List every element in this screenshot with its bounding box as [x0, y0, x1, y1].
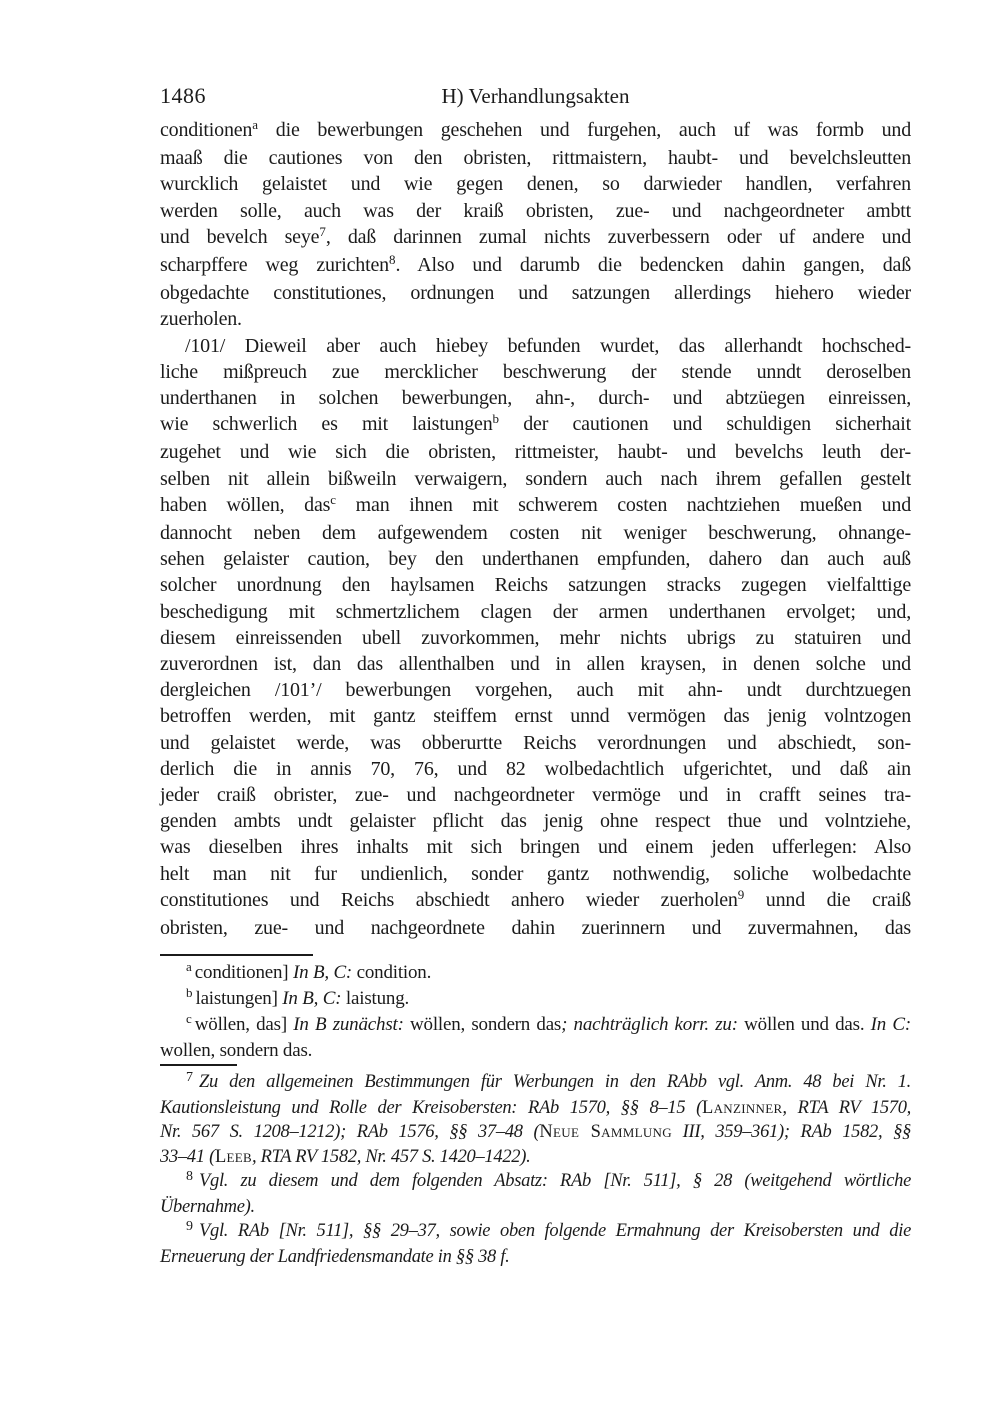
footnote-marker: 8	[388, 252, 396, 268]
text-segment: derlich die in annis 70, 76, und 82 wolbedachtlich ufgerichtet, und daß ain	[160, 757, 911, 780]
text-segment: , daß darinnen zumal nichts zuverbessern oder uf andere und	[325, 225, 911, 248]
text-segment: condition.	[352, 962, 432, 983]
text-line	[160, 887, 911, 915]
text-segment: jeder craiß obrister, zue- und nachgeordneter vermöge und in crafft seines tra-	[160, 784, 911, 807]
text-line	[160, 224, 911, 252]
text-segment: In B, C:	[292, 962, 353, 983]
footnote-marker: 9	[186, 1219, 193, 1235]
text-segment: underthanen in solchen bewerbungen, ahn-, durch- und abtzüegen einreissen,	[160, 387, 911, 410]
text-line	[160, 730, 911, 756]
text-segment: haben wöllen, das	[160, 493, 331, 516]
footnote-marker: 8	[186, 1168, 193, 1184]
text-line	[160, 677, 911, 703]
footnote-separator-2	[160, 1064, 237, 1066]
text-line	[160, 703, 911, 729]
text-line	[160, 439, 911, 465]
text-segment: In B, C:	[282, 988, 342, 1009]
main-text	[160, 117, 911, 941]
text-segment: , RTA RV 1570,	[782, 1098, 911, 1119]
text-segment: Kautionsleistung und Rolle der Kreisobersten: RAb 1570, §§ 8–15 (	[160, 1098, 702, 1119]
text-line	[160, 834, 911, 860]
text-line	[160, 1038, 911, 1063]
text-line	[160, 411, 911, 439]
text-segment: man ihnen mit schwerem costen nachtziehen mueßen und	[336, 493, 911, 516]
text-segment: zuverordnen ist, dan das allenthalben und in allen kraysen, in denen solche und	[160, 653, 911, 676]
text-segment: zuerholen.	[160, 308, 242, 331]
text-line	[160, 861, 911, 887]
text-segment: wöllen, das]	[194, 1014, 294, 1035]
text-segment: helt man nit fur undienlich, sonder gantz nothwendig, soliche wolbedachte	[160, 862, 911, 885]
text-segment: Erneuerung der Landfriedensmandate in §§ 38 f.	[160, 1247, 510, 1268]
text-segment: In C:	[870, 1014, 911, 1035]
text-line	[160, 520, 911, 546]
text-segment: laistungen]	[195, 988, 283, 1009]
text-line	[160, 782, 911, 808]
page-header	[160, 83, 911, 111]
text-line	[160, 1070, 911, 1096]
text-segment: selben nit allein bißweiln verwaigern, sondern auch nach ihrem gefallen gestelt	[160, 467, 911, 490]
text-segment: scharpffere weg zurichten	[160, 254, 389, 277]
footnote-marker: 9	[737, 886, 745, 902]
text-line	[160, 1012, 911, 1038]
text-line	[160, 960, 911, 986]
footnote-marker: a	[252, 117, 259, 132]
running-title: H) Verhandlungsakten	[441, 84, 630, 108]
text-segment: Vgl. RAb [Nr. 511], §§ 29–37, sowie oben folgende Ermahnung der Kreisobersten und die	[199, 1221, 911, 1242]
text-line	[160, 171, 911, 197]
text-segment: und bevelch seye	[160, 225, 320, 248]
footnote-marker: a	[186, 959, 192, 974]
text-line	[160, 1195, 911, 1219]
text-segment: liche mißpreuch zue mercklicher beschwerung der stende unndt deroselben	[160, 360, 911, 383]
text-line	[160, 1245, 911, 1269]
text-line	[160, 625, 911, 651]
text-segment: werden solle, auch was der kraiß obristen, zue- und nachgeordneter ambtt	[160, 199, 911, 222]
text-segment: wollen, sondern das.	[160, 1040, 313, 1061]
text-line	[160, 915, 911, 941]
text-segment: sehen gelaister caution, bey den underthanen empfunden, dahero dan auch auß	[160, 548, 911, 571]
text-segment: wurcklich gelaistet und wie gegen denen, so darwieder handlen, verfahren	[160, 173, 911, 196]
text-segment: betroffen werden, mit gantz steiffem ernst unnd vermögen das jenig volntzogen	[160, 705, 911, 728]
text-line	[160, 492, 911, 520]
text-line	[160, 1096, 911, 1120]
text-line	[160, 306, 911, 332]
text-segment: In B zunächst:	[293, 1014, 404, 1035]
text-segment: genden ambts undt gelaister pflicht das jenig ohne respect thue und volntziehe,	[160, 810, 911, 833]
text-segment: conditionen]	[194, 962, 293, 983]
footnote-marker: c	[186, 1011, 192, 1026]
numbered-footnotes	[160, 1070, 911, 1270]
text-segment: wöllen und das.	[737, 1014, 871, 1035]
text-segment: dannocht neben dem aufgewendem costen nit weniger beschwerung, ohnange-	[160, 522, 911, 545]
text-line	[160, 198, 911, 224]
text-segment: /101/ Dieweil aber auch hiebey befunden wurdet, das allerhandt hochsched-	[185, 334, 911, 357]
text-line	[160, 117, 911, 145]
text-line	[160, 1219, 911, 1245]
text-segment: dergleichen /101’/ bewerbungen vorgehen, auch mit ahn- undt durchtzuegen	[160, 679, 911, 702]
text-line	[160, 1169, 911, 1195]
text-line	[160, 572, 911, 598]
text-segment: conditionen	[160, 119, 253, 141]
text-segment: , RTA RV 1582, Nr. 457 S. 1420–1422).	[252, 1146, 531, 1167]
footnote-marker: b	[186, 985, 193, 1000]
text-segment: Neue Sammlung	[539, 1122, 672, 1143]
text-segment: unnd die craiß	[744, 888, 911, 911]
text-segment: ; nachträglich korr. zu:	[561, 1014, 738, 1035]
text-line	[160, 808, 911, 834]
text-segment: constitutiones und Reichs abschiedt anhero wieder zuerholen	[160, 888, 738, 911]
text-line	[160, 252, 911, 280]
text-segment: Lanzinner	[701, 1098, 783, 1119]
text-segment: 33–41 (	[160, 1146, 215, 1167]
text-segment: diesem einreissenden ubell zuvorkommen, mehr nichts ubrigs zu statuiren und	[160, 626, 911, 649]
page-number: 1486	[160, 83, 206, 108]
text-segment: wie schwerlich es mit laistungen	[160, 413, 493, 436]
text-line	[160, 546, 911, 572]
text-line	[160, 466, 911, 492]
text-line	[160, 145, 911, 171]
text-line	[160, 280, 911, 306]
text-line	[160, 599, 911, 625]
text-segment: und gelaistet werde, was obberurtte Reichs verordnungen und abschiedt, son-	[160, 731, 911, 754]
text-segment: die bewerbungen geschehen und furgehen, auch uf was formb und	[258, 119, 911, 141]
footnote-marker: c	[330, 491, 336, 507]
text-line	[160, 333, 911, 359]
footnote-separator	[160, 954, 313, 956]
footnote-marker: 7	[319, 223, 326, 239]
text-line	[160, 756, 911, 782]
letter-footnotes	[160, 960, 911, 1063]
text-line	[160, 651, 911, 677]
text-line	[160, 1120, 911, 1144]
footnote-marker: b	[492, 411, 499, 427]
text-segment: obristen, zue- und nachgeordnete dahin zuerinnern und zuvermahnen, das	[160, 917, 911, 940]
text-segment: Übernahme).	[160, 1197, 255, 1218]
text-line	[160, 1145, 911, 1169]
footnote-marker: 7	[186, 1070, 193, 1085]
text-segment: III, 359–361); RAb 1582, §§	[671, 1122, 912, 1143]
text-segment: obgedachte constitutiones, ordnungen und satzungen allerdings hiehero wieder	[160, 282, 911, 305]
text-line	[160, 359, 911, 385]
text-line	[160, 986, 911, 1012]
text-line	[160, 385, 911, 411]
text-segment: laistung.	[341, 988, 410, 1009]
text-segment: Vgl. zu diesem und dem folgenden Absatz: RAb [Nr. 511], § 28 (weitgehend wörtliche	[199, 1170, 911, 1191]
text-segment: . Also und darumb die bedencken dahin gangen, daß	[395, 254, 912, 277]
text-segment: beschedigung mit schmertzlichem clagen der armen underthanen ervolget; und,	[160, 600, 911, 623]
text-segment: der cautionen und schuldigen sicherhait	[499, 413, 911, 436]
text-segment: zugehet und wie sich die obristen, rittmeister, haubt- und bevelchs leuth der-	[160, 441, 911, 464]
text-segment: was dieselben ihres inhalts mit sich bringen und einem jeden ufferlegen: Also	[160, 836, 911, 859]
text-segment: wöllen, sondern das	[403, 1014, 562, 1035]
text-segment: Zu den allgemeinen Bestimmungen für Werbungen in den RAbb vgl. Anm. 48 bei Nr. 1.	[199, 1072, 911, 1092]
text-segment: Leeb	[214, 1146, 252, 1167]
text-segment: solcher unordnung den haylsamen Reichs satzungen stracks zugegen vielfalttige	[160, 574, 911, 597]
text-segment: Nr. 567 S. 1208–1212); RAb 1576, §§ 37–48 (	[160, 1122, 540, 1143]
text-segment: maaß die cautiones von den obristen, rittmaistern, haubt- und bevelchsleutten	[160, 147, 911, 170]
